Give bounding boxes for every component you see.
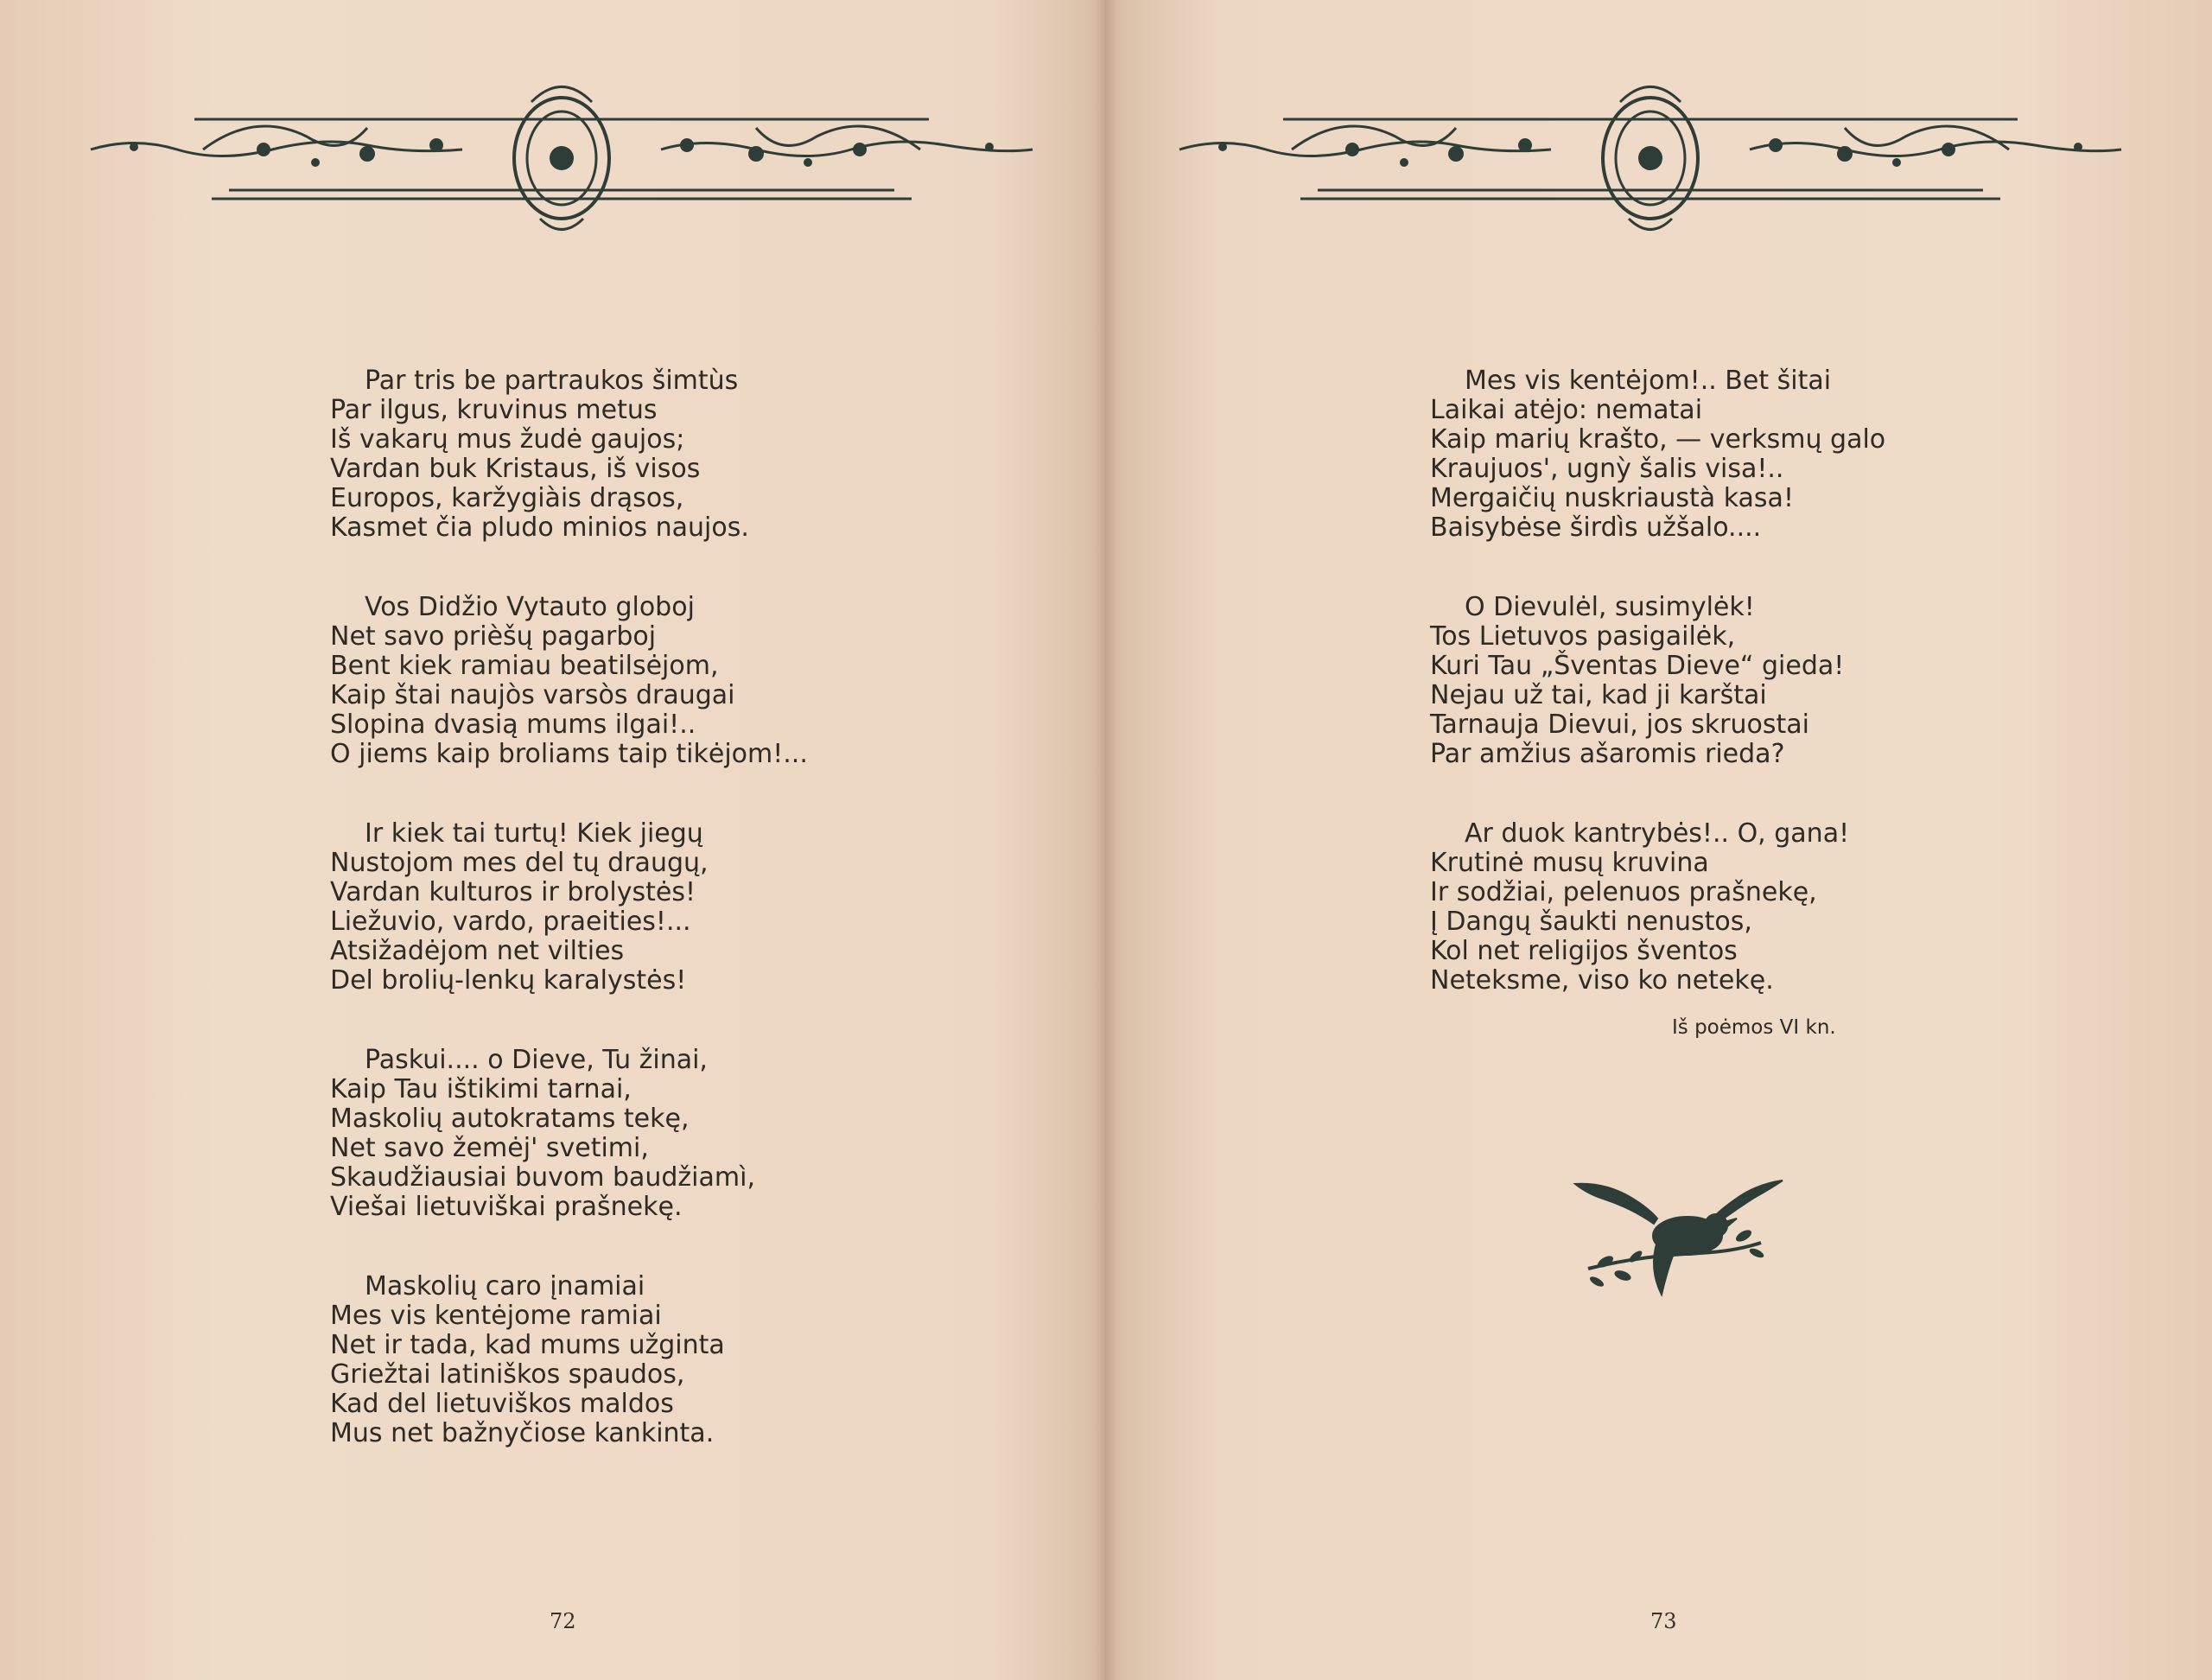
stanza	[330, 1272, 808, 1448]
poem-line: Ar duok kantrybės!.. O, gana!	[1465, 818, 1850, 849]
poem-line: Nustojom mes del tų draugų,	[330, 848, 709, 878]
poem-line: Tarnauja Dievui, jos skruostai	[1430, 710, 1809, 740]
poem-line: Ir kiek tai turtų! Kiek jiegų	[365, 818, 703, 849]
poem-line: O jiems kaip broliams taip tikėjom!...	[330, 739, 808, 769]
poem-line: Skaudžiausiai buvom baudžiamì,	[330, 1162, 755, 1193]
poem-line: Mes vis kentėjom!.. Bet šitai	[1465, 366, 1832, 396]
poem-line: Ir sodžiai, pelenuos prašnekę,	[1430, 877, 1817, 907]
poem-line: Par tris be partraukos šimtùs	[365, 366, 739, 396]
poem-line: Viešai lietuviškai prašnekę.	[330, 1192, 683, 1222]
poem-line: Mergaičių nuskriaustà kasa!	[1430, 483, 1794, 513]
poem-line: Į Dangų šaukti nenustos,	[1430, 907, 1752, 937]
poem-line: Tos Lietuvos pasigailėk,	[1430, 621, 1736, 652]
poem-line: Kuri Tau „Šventas Dieve“ gieda!	[1430, 651, 1845, 681]
stanza	[1430, 593, 1885, 769]
poem-line: Net savo žemėj' svetimi,	[330, 1133, 649, 1163]
poem-source-note: Iš poėmos VI kn.	[1672, 1016, 1836, 1039]
poem-line: Net savo prièšų pagarboj	[330, 621, 657, 652]
poem-line: Mes vis kentėjome ramiai	[330, 1301, 662, 1331]
poem-line: Atsižadėjom net vilties	[330, 936, 625, 966]
bird-with-branch-icon	[1571, 1174, 1787, 1303]
poem-line: Paskui.... o Dieve, Tu žinai,	[365, 1045, 708, 1075]
stanza	[330, 593, 808, 769]
poem-line: Iš vakarų mus žudė gaujos;	[330, 424, 685, 455]
poem-line: Vardan buk Kristaus, iš visos	[330, 454, 701, 484]
poem-line: Maskolių autokratams tekę,	[330, 1104, 690, 1134]
poem-line: Mus net bažnyčiose kankinta.	[330, 1418, 715, 1448]
poem-line: Kaip štai naujòs varsòs draugai	[330, 680, 735, 710]
poem-line: Slopina dvasią mums ilgai!..	[330, 710, 696, 740]
stanza	[1430, 819, 1885, 996]
poem-line: Krutinė musų kruvina	[1430, 848, 1709, 878]
poem-line: O Dievulėl, susimylėk!	[1465, 592, 1755, 622]
poem-line: Liežuvio, vardo, praeities!...	[330, 907, 691, 937]
poem-line: Par amžius ašaromis rieda?	[1430, 739, 1785, 769]
poem-line: Kaip marių krašto, — verksmų galo	[1430, 424, 1886, 455]
poem-line: Europos, karžygiàis drąsos,	[330, 483, 684, 513]
stanza	[1430, 366, 1885, 543]
right-page	[1106, 0, 2212, 1680]
poem-line: Neteksme, viso ko netekę.	[1430, 965, 1774, 996]
poem-text-left	[330, 366, 808, 1499]
poem-line: Par ilgus, kruvinus metus	[330, 395, 658, 425]
floral-headpiece-icon	[1171, 76, 2130, 240]
stanza	[330, 1046, 808, 1222]
poem-text-right	[1430, 366, 1885, 1046]
poem-line: Del brolių-lenkų karalystės!	[330, 965, 687, 996]
poem-line: Laikai atėjo: nematai	[1430, 395, 1703, 425]
poem-line: Griežtai latiniškos spaudos,	[330, 1359, 685, 1390]
stanza	[330, 366, 808, 543]
poem-line: Nejau už tai, kad ji karštai	[1430, 680, 1767, 710]
poem-line: Bent kiek ramiau beatilsėjom,	[330, 651, 719, 681]
poem-line: Vos Didžio Vytauto globoj	[365, 592, 695, 622]
floral-headpiece-icon	[82, 76, 1041, 240]
page-number: 72	[550, 1609, 576, 1633]
poem-line: Kaip Tau ištikimi tarnai,	[330, 1074, 632, 1104]
poem-line: Net ir tada, kad mums užginta	[330, 1330, 725, 1360]
poem-line: Kasmet čia pludo minios naujos.	[330, 512, 749, 543]
stanza	[330, 819, 808, 996]
poem-line: Maskolių caro įnamiai	[365, 1271, 645, 1301]
poem-line: Kraujuos', ugnỳ šalis visa!..	[1430, 454, 1784, 484]
poem-line: Kol net religijos šventos	[1430, 936, 1738, 966]
poem-line: Kad del lietuviškos maldos	[330, 1389, 674, 1419]
poem-line: Vardan kulturos ir brolystės!	[330, 877, 696, 907]
page-number: 73	[1650, 1609, 1677, 1633]
poem-line: Baisybėse širdìs užšalo....	[1430, 512, 1762, 543]
